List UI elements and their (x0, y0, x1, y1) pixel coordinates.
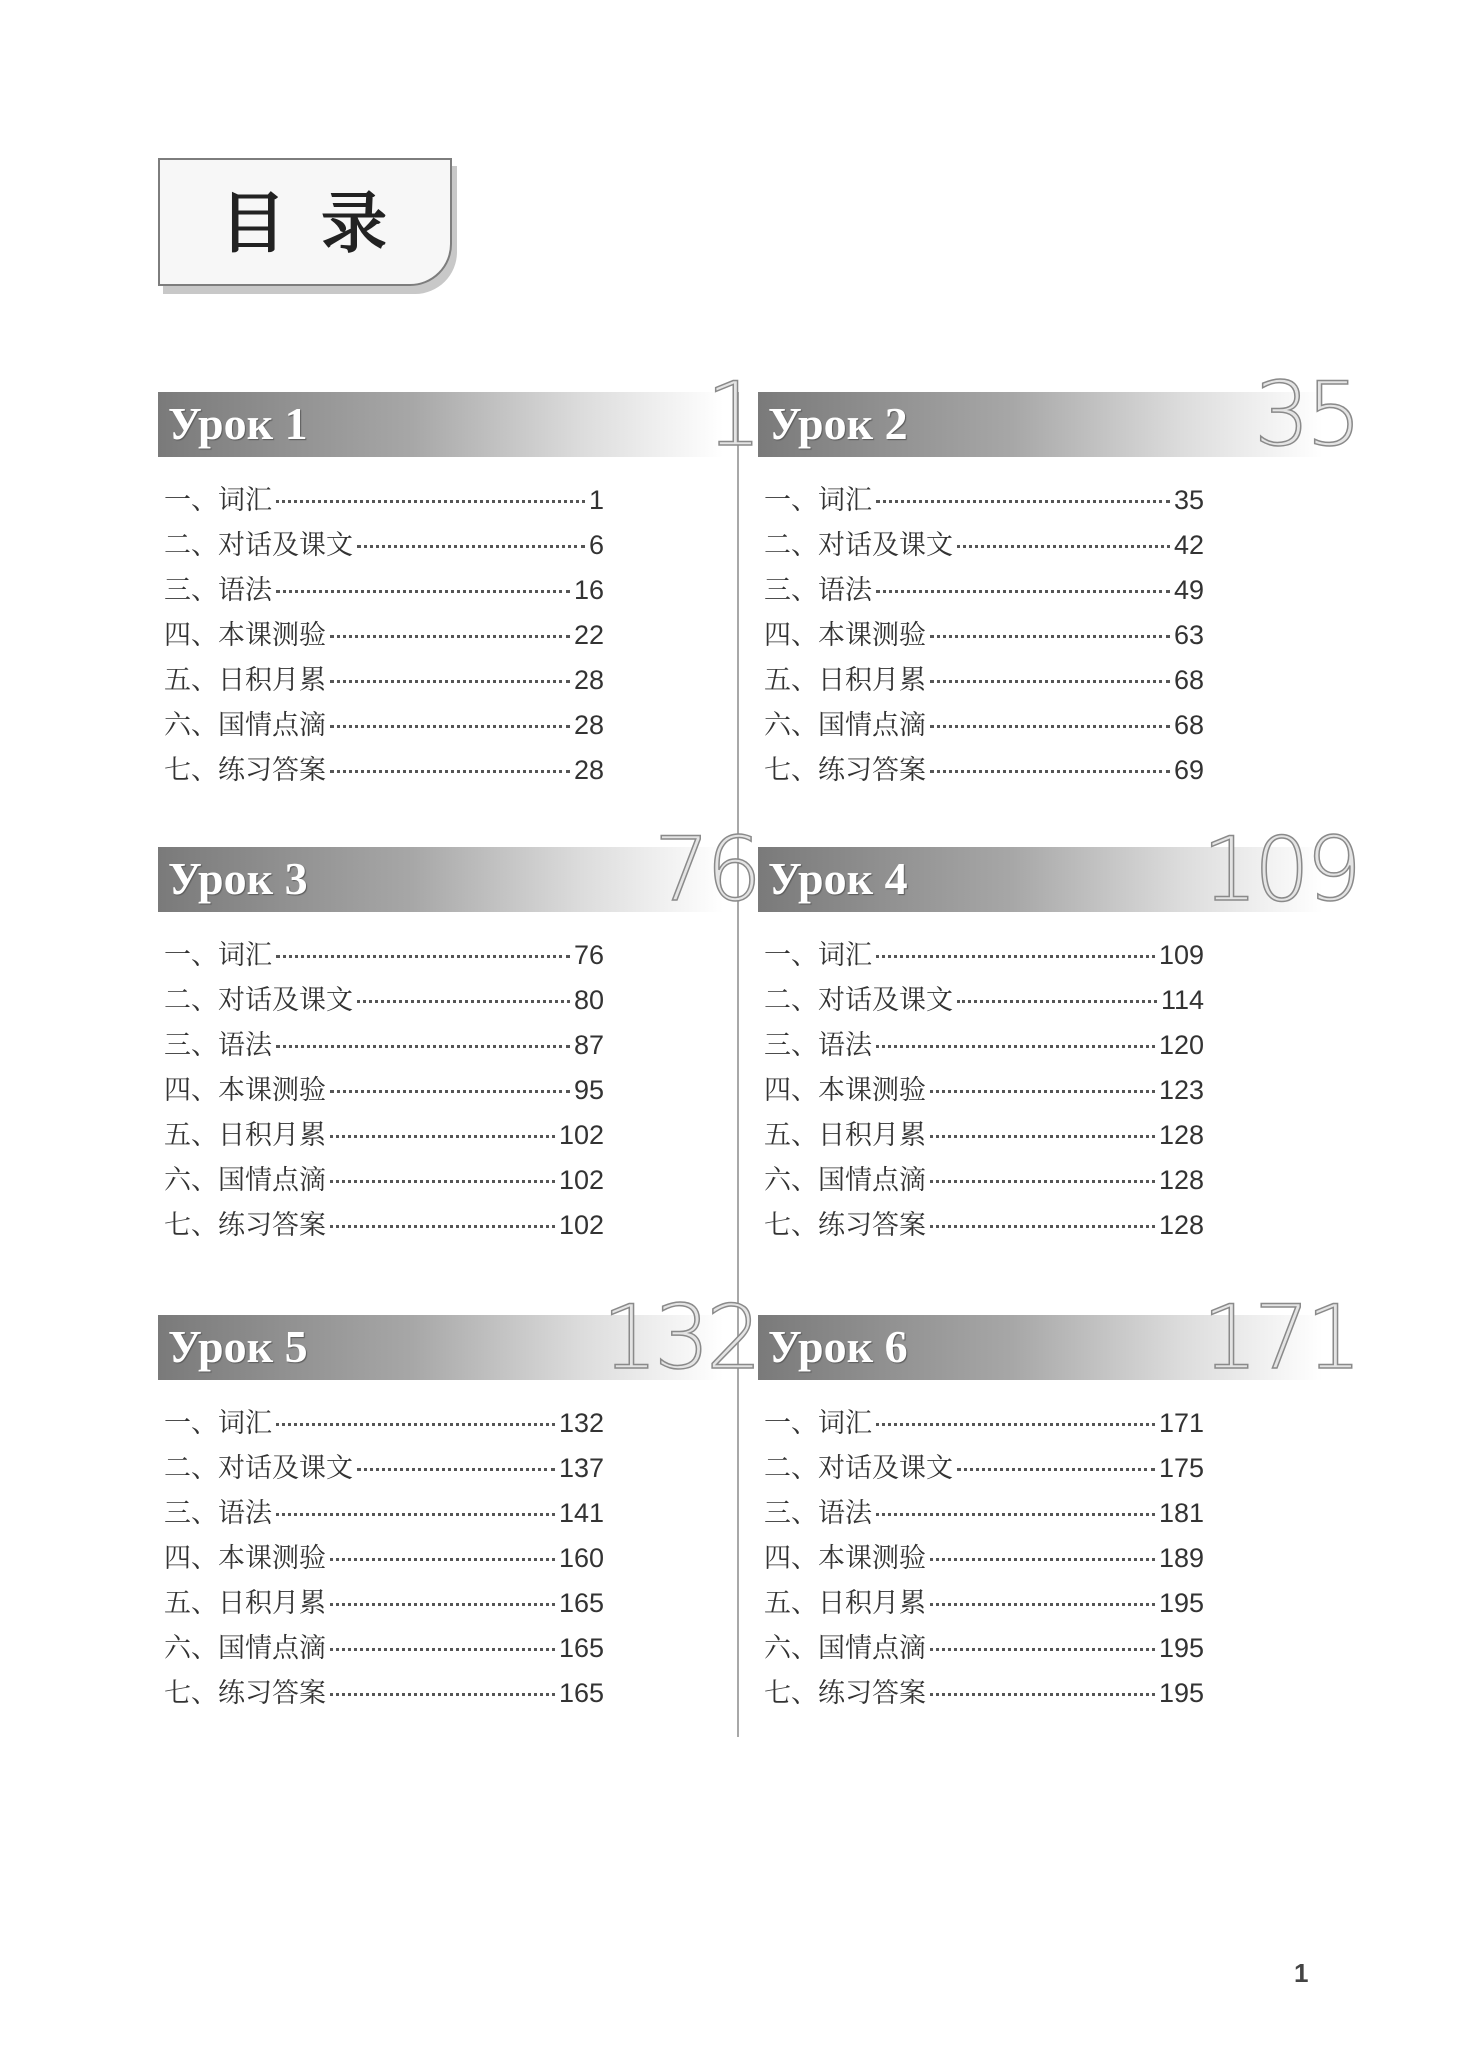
toc-entry-page: 175 (1158, 1453, 1204, 1483)
toc-entry-page: 28 (573, 665, 604, 695)
toc-entry[interactable] (164, 1401, 604, 1446)
toc-entry-page: 16 (573, 575, 604, 605)
toc-entry-label: 三、语法 (764, 1030, 872, 1061)
dot-leader (930, 1225, 1155, 1228)
toc-entry-label: 七、练习答案 (764, 1678, 926, 1709)
toc-entry-page: 128 (1158, 1120, 1204, 1150)
toc-entry-page: 132 (558, 1408, 604, 1438)
toc-entry-label: 七、练习答案 (764, 1210, 926, 1241)
toc-entry-label: 四、本课测验 (764, 1075, 926, 1106)
toc-entry-page: 87 (573, 1030, 604, 1060)
toc-entry[interactable] (164, 478, 604, 523)
toc-entry-page: 102 (558, 1120, 604, 1150)
toc-entry-label: 五、日积月累 (764, 1588, 926, 1619)
toc-entry-label: 一、词汇 (164, 940, 272, 971)
toc-entry-label: 二、对话及课文 (164, 530, 353, 561)
lesson-big-number: 76 (654, 818, 758, 921)
toc-entry-page: 109 (1158, 940, 1204, 970)
toc-entry-page: 165 (558, 1588, 604, 1618)
toc-entry-page: 181 (1158, 1498, 1204, 1528)
toc-entry[interactable] (764, 1491, 1204, 1536)
toc-entry-label: 一、词汇 (164, 1408, 272, 1439)
lesson-title: Урок 5 (168, 1321, 308, 1372)
dot-leader (876, 590, 1170, 593)
dot-leader (957, 545, 1170, 548)
dot-leader (957, 1468, 1155, 1471)
lesson-title: Урок 1 (168, 398, 308, 449)
dot-leader (330, 1693, 555, 1696)
lesson-block-1 (158, 363, 758, 802)
toc-entry-label: 二、对话及课文 (164, 985, 353, 1016)
toc-entry[interactable] (764, 1068, 1204, 1113)
toc-entry-page: 28 (573, 710, 604, 740)
toc-entry-page: 49 (1173, 575, 1204, 605)
toc-entry-label: 三、语法 (164, 1030, 272, 1061)
dot-leader (930, 680, 1170, 683)
lesson-big-number: 171 (1202, 1286, 1358, 1389)
dot-leader (876, 1045, 1155, 1048)
toc-entry[interactable] (764, 1023, 1204, 1068)
toc-entry[interactable] (764, 478, 1204, 523)
toc-entry-page: 141 (558, 1498, 604, 1528)
toc-entry[interactable] (164, 1446, 604, 1491)
dot-leader (330, 1090, 570, 1093)
toc-entry[interactable] (164, 658, 604, 703)
toc-entry-page: 1 (588, 485, 604, 515)
toc-entry[interactable] (764, 978, 1204, 1023)
dot-leader (330, 635, 570, 638)
toc-entry-page: 76 (573, 940, 604, 970)
toc-entry-label: 一、词汇 (764, 485, 872, 516)
dot-leader (330, 680, 570, 683)
toc-entry[interactable] (164, 1203, 604, 1248)
toc-entry[interactable] (164, 703, 604, 748)
toc-entry[interactable] (164, 568, 604, 613)
toc-entry[interactable] (764, 703, 1204, 748)
toc-entry[interactable] (164, 748, 604, 793)
dot-leader (330, 1558, 555, 1561)
toc-entry-page: 68 (1173, 665, 1204, 695)
toc-entry-label: 七、练习答案 (164, 1210, 326, 1241)
toc-entry-page: 195 (1158, 1633, 1204, 1663)
dot-leader (930, 725, 1170, 728)
dot-leader (330, 770, 570, 773)
toc-entry-label: 一、词汇 (164, 485, 272, 516)
toc-entry-label: 二、对话及课文 (764, 530, 953, 561)
toc-entry-page: 68 (1173, 710, 1204, 740)
dot-leader (330, 1603, 555, 1606)
dot-leader (330, 1648, 555, 1651)
lesson-entries (764, 1401, 1204, 1716)
toc-entry-page: 80 (573, 985, 604, 1015)
dot-leader (276, 1423, 555, 1426)
toc-entry-label: 七、练习答案 (164, 1678, 326, 1709)
lesson-block-2 (758, 363, 1358, 802)
toc-entry-page: 35 (1173, 485, 1204, 515)
lesson-title: Урок 6 (768, 1321, 908, 1372)
toc-entry-page: 95 (573, 1075, 604, 1105)
toc-entry-page: 114 (1160, 985, 1204, 1015)
toc-entry[interactable] (164, 1626, 604, 1671)
lesson-entries (764, 933, 1204, 1248)
dot-leader (276, 955, 570, 958)
toc-entry[interactable] (164, 978, 604, 1023)
toc-entry-label: 六、国情点滴 (764, 710, 926, 741)
toc-entry-label: 六、国情点滴 (164, 1633, 326, 1664)
toc-entry-label: 五、日积月累 (764, 1120, 926, 1151)
dot-leader (276, 1045, 570, 1048)
toc-entry-label: 二、对话及课文 (764, 985, 953, 1016)
toc-title-box (158, 158, 452, 286)
toc-entry[interactable] (764, 568, 1204, 613)
toc-entry-page: 189 (1158, 1543, 1204, 1573)
dot-leader (930, 1603, 1155, 1606)
toc-entry[interactable] (164, 1536, 604, 1581)
dot-leader (930, 1558, 1155, 1561)
toc-entry-page: 102 (558, 1165, 604, 1195)
lesson-big-number: 109 (1202, 818, 1358, 921)
toc-entry-label: 四、本课测验 (164, 1075, 326, 1106)
dot-leader (930, 1090, 1155, 1093)
lesson-block-3 (158, 818, 758, 1257)
toc-entry-page: 102 (558, 1210, 604, 1240)
lesson-entries (164, 478, 604, 793)
lesson-entries (164, 1401, 604, 1716)
toc-entry[interactable] (764, 1113, 1204, 1158)
toc-entry-page: 120 (1158, 1030, 1204, 1060)
toc-entry[interactable] (764, 1401, 1204, 1446)
toc-entry[interactable] (764, 613, 1204, 658)
lesson-big-number: 132 (602, 1286, 758, 1389)
toc-entry[interactable] (164, 1023, 604, 1068)
toc-entry[interactable] (764, 1536, 1204, 1581)
toc-entry-label: 三、语法 (764, 1498, 872, 1529)
toc-entry-label: 二、对话及课文 (164, 1453, 353, 1484)
toc-entry-label: 三、语法 (164, 575, 272, 606)
toc-entry-page: 69 (1173, 755, 1204, 785)
toc-entry-page: 137 (558, 1453, 604, 1483)
dot-leader (876, 1423, 1155, 1426)
toc-entry[interactable] (764, 933, 1204, 978)
toc-entry[interactable] (764, 1158, 1204, 1203)
toc-entry[interactable] (764, 1581, 1204, 1626)
lesson-title: Урок 3 (168, 853, 308, 904)
toc-entry-page: 195 (1158, 1588, 1204, 1618)
toc-entry-label: 六、国情点滴 (764, 1633, 926, 1664)
dot-leader (930, 635, 1170, 638)
dot-leader (330, 1225, 555, 1228)
toc-entry[interactable] (164, 1581, 604, 1626)
toc-entry-label: 五、日积月累 (164, 1120, 326, 1151)
lesson-entries (164, 933, 604, 1248)
dot-leader (930, 1180, 1155, 1183)
lesson-big-number: 35 (1254, 363, 1358, 466)
toc-entry-label: 四、本课测验 (164, 620, 326, 651)
toc-entry-label: 五、日积月累 (764, 665, 926, 696)
toc-entry-label: 四、本课测验 (764, 1543, 926, 1574)
toc-entry-label: 六、国情点滴 (164, 1165, 326, 1196)
toc-entry-label: 七、练习答案 (764, 755, 926, 786)
lesson-entries (764, 478, 1204, 793)
toc-entry[interactable] (764, 523, 1204, 568)
toc-entry[interactable] (164, 523, 604, 568)
dot-leader (330, 725, 570, 728)
dot-leader (330, 1180, 555, 1183)
toc-entry-page: 195 (1158, 1678, 1204, 1708)
dot-leader (876, 955, 1155, 958)
toc-entry-label: 六、国情点滴 (164, 710, 326, 741)
lesson-block-6 (758, 1286, 1358, 1725)
toc-entry-page: 165 (558, 1678, 604, 1708)
dot-leader (930, 1693, 1155, 1696)
toc-entry-label: 七、练习答案 (164, 755, 326, 786)
toc-entry-label: 五、日积月累 (164, 665, 326, 696)
dot-leader (876, 500, 1170, 503)
toc-entry[interactable] (764, 1446, 1204, 1491)
lesson-block-5 (158, 1286, 758, 1725)
toc-entry-page: 63 (1173, 620, 1204, 650)
toc-entry[interactable] (164, 1068, 604, 1113)
lesson-block-4 (758, 818, 1358, 1257)
dot-leader (357, 1000, 570, 1003)
toc-entry-page: 165 (558, 1633, 604, 1663)
dot-leader (957, 1000, 1157, 1003)
dot-leader (276, 590, 570, 593)
toc-entry[interactable] (164, 933, 604, 978)
toc-title: 目 录 (220, 184, 393, 262)
toc-entry-label: 一、词汇 (764, 1408, 872, 1439)
dot-leader (357, 545, 585, 548)
toc-entry-label: 三、语法 (164, 1498, 272, 1529)
toc-entry[interactable] (164, 1491, 604, 1536)
lesson-title: Урок 2 (768, 398, 908, 449)
toc-entry[interactable] (164, 613, 604, 658)
toc-entry[interactable] (764, 1671, 1204, 1716)
toc-entry[interactable] (764, 748, 1204, 793)
toc-entry[interactable] (764, 1203, 1204, 1248)
dot-leader (276, 1513, 555, 1516)
toc-entry[interactable] (164, 1671, 604, 1716)
lesson-big-number: 1 (706, 363, 758, 466)
dot-leader (330, 1135, 555, 1138)
dot-leader (357, 1468, 555, 1471)
lesson-title: Урок 4 (768, 853, 908, 904)
toc-entry-label: 二、对话及课文 (764, 1453, 953, 1484)
toc-entry-page: 123 (1158, 1075, 1204, 1105)
toc-entry-page: 28 (573, 755, 604, 785)
toc-entry-page: 171 (1158, 1408, 1204, 1438)
dot-leader (930, 1135, 1155, 1138)
toc-entry-page: 160 (558, 1543, 604, 1573)
toc-entry-label: 五、日积月累 (164, 1588, 326, 1619)
dot-leader (930, 770, 1170, 773)
toc-entry-label: 三、语法 (764, 575, 872, 606)
toc-entry-page: 42 (1173, 530, 1204, 560)
toc-entry[interactable] (764, 658, 1204, 703)
dot-leader (930, 1648, 1155, 1651)
toc-entry[interactable] (164, 1158, 604, 1203)
toc-entry-label: 六、国情点滴 (764, 1165, 926, 1196)
toc-entry-page: 22 (573, 620, 604, 650)
toc-entry[interactable] (764, 1626, 1204, 1671)
page-number: 1 (1294, 1958, 1309, 1988)
toc-entry-label: 四、本课测验 (764, 620, 926, 651)
dot-leader (876, 1513, 1155, 1516)
toc-entry-label: 一、词汇 (764, 940, 872, 971)
toc-entry[interactable] (164, 1113, 604, 1158)
toc-entry-page: 128 (1158, 1210, 1204, 1240)
dot-leader (276, 500, 585, 503)
toc-entry-page: 128 (1158, 1165, 1204, 1195)
toc-entry-label: 四、本课测验 (164, 1543, 326, 1574)
toc-entry-page: 6 (588, 530, 604, 560)
